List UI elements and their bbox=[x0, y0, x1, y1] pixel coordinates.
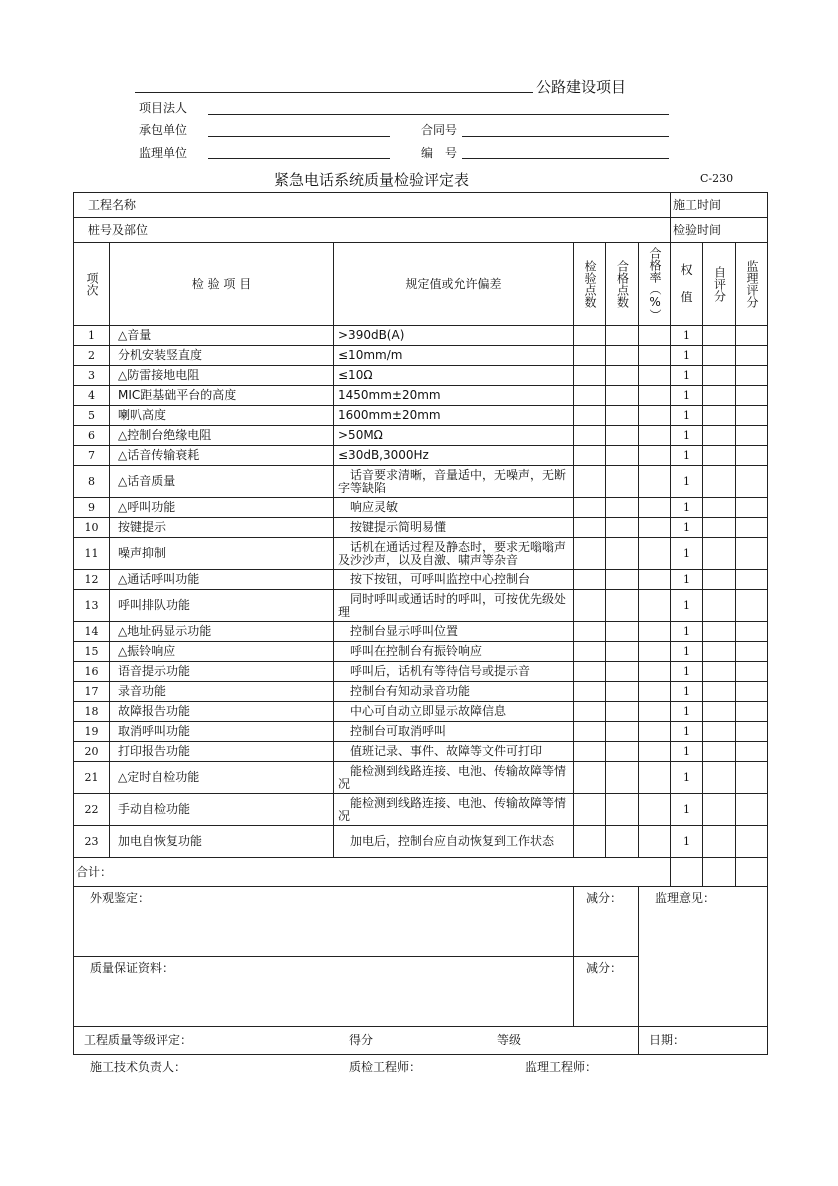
self-score-cell[interactable] bbox=[703, 702, 736, 722]
row-no: 15 bbox=[74, 642, 110, 662]
self-score-cell[interactable] bbox=[703, 386, 736, 406]
row-item: △话音质量 bbox=[110, 466, 334, 498]
row-no: 21 bbox=[74, 762, 110, 794]
self-score-cell[interactable] bbox=[703, 498, 736, 518]
self-score-cell[interactable] bbox=[703, 682, 736, 702]
row-spec: ≤10mm/m bbox=[334, 346, 574, 366]
self-score-cell[interactable] bbox=[703, 826, 736, 858]
supervisor-score-cell[interactable] bbox=[736, 826, 768, 858]
pass-rate-cell[interactable] bbox=[639, 570, 671, 590]
pass-rate-cell[interactable] bbox=[639, 426, 671, 446]
row-weight: 1 bbox=[671, 406, 703, 426]
checked-points-cell[interactable] bbox=[574, 762, 606, 794]
row-item: 喇叭高度 bbox=[110, 406, 334, 426]
supervising-engineer-signature: 监理工程师： bbox=[525, 1060, 598, 1074]
table-row bbox=[74, 346, 768, 366]
passed-points-cell[interactable] bbox=[606, 642, 639, 662]
row-spec: ≤30dB,3000Hz bbox=[334, 446, 574, 466]
pass-rate-cell[interactable] bbox=[639, 742, 671, 762]
passed-points-cell[interactable] bbox=[606, 406, 639, 426]
self-score-cell[interactable] bbox=[703, 794, 736, 826]
row-no: 6 bbox=[74, 426, 110, 446]
tech-lead-signature: 施工技术负责人： bbox=[90, 1060, 187, 1074]
pass-rate-cell[interactable] bbox=[639, 682, 671, 702]
row-item: △控制台绝缘电阻 bbox=[110, 426, 334, 446]
self-score-cell[interactable] bbox=[703, 538, 736, 570]
construction-time-label: 施工时间 bbox=[671, 193, 768, 218]
row-spec: 控制台显示呼叫位置 bbox=[334, 622, 574, 642]
row-weight: 1 bbox=[671, 794, 703, 826]
supervisor-score-cell[interactable] bbox=[736, 642, 768, 662]
contract-no-label: 合同号 bbox=[421, 123, 458, 137]
grade-eval-label: 工程质量等级评定： bbox=[84, 1033, 193, 1047]
col-supervisor-score: 监理评分 bbox=[745, 260, 760, 308]
grade-eval-row bbox=[74, 1027, 639, 1055]
table-row bbox=[74, 538, 768, 570]
supervisor-score-cell[interactable] bbox=[736, 518, 768, 538]
checked-points-cell[interactable] bbox=[574, 498, 606, 518]
row-weight: 1 bbox=[671, 498, 703, 518]
table-row bbox=[74, 662, 768, 682]
self-score-cell[interactable] bbox=[703, 742, 736, 762]
col-item: 检 验 项 目 bbox=[110, 243, 334, 326]
checked-points-cell[interactable] bbox=[574, 426, 606, 446]
row-weight: 1 bbox=[671, 466, 703, 498]
supervisor-score-cell[interactable] bbox=[736, 622, 768, 642]
table-row bbox=[74, 498, 768, 518]
passed-points-cell[interactable] bbox=[606, 518, 639, 538]
row-weight: 1 bbox=[671, 682, 703, 702]
checked-points-cell[interactable] bbox=[574, 794, 606, 826]
row-weight: 1 bbox=[671, 742, 703, 762]
legal-person-label: 项目法人 bbox=[139, 101, 188, 115]
row-no: 7 bbox=[74, 446, 110, 466]
row-spec: 响应灵敏 bbox=[334, 498, 574, 518]
row-spec: 控制台可取消呼叫 bbox=[334, 722, 574, 742]
supervisor-score-cell[interactable] bbox=[736, 682, 768, 702]
self-score-cell[interactable] bbox=[703, 590, 736, 622]
table-row bbox=[74, 590, 768, 622]
row-no: 20 bbox=[74, 742, 110, 762]
supervisor-opinion-label: 监理意见： bbox=[639, 887, 768, 1027]
self-score-cell[interactable] bbox=[703, 570, 736, 590]
table-row bbox=[74, 326, 768, 346]
col-weight-b: 值 bbox=[680, 290, 693, 304]
pass-rate-cell[interactable] bbox=[639, 326, 671, 346]
self-score-cell[interactable] bbox=[703, 426, 736, 446]
row-weight: 1 bbox=[671, 622, 703, 642]
checked-points-cell[interactable] bbox=[574, 518, 606, 538]
checked-points-cell[interactable] bbox=[574, 346, 606, 366]
table-row bbox=[74, 702, 768, 722]
row-item: 取消呼叫功能 bbox=[110, 722, 334, 742]
self-score-cell[interactable] bbox=[703, 366, 736, 386]
project-suffix: 公路建设项目 bbox=[536, 78, 627, 96]
row-no: 19 bbox=[74, 722, 110, 742]
row-weight: 1 bbox=[671, 570, 703, 590]
col-spec: 规定值或允许偏差 bbox=[334, 243, 574, 326]
row-item: △呼叫功能 bbox=[110, 498, 334, 518]
checked-points-cell[interactable] bbox=[574, 622, 606, 642]
row-item: △定时自检功能 bbox=[110, 762, 334, 794]
checked-points-cell[interactable] bbox=[574, 570, 606, 590]
table-row bbox=[74, 794, 768, 826]
supervisor-score-cell[interactable] bbox=[736, 366, 768, 386]
checked-points-cell[interactable] bbox=[574, 682, 606, 702]
form-code: C-230 bbox=[700, 172, 734, 185]
legal-person-field[interactable] bbox=[208, 114, 669, 115]
supervisor-score-cell[interactable] bbox=[736, 722, 768, 742]
contractor-field[interactable] bbox=[208, 136, 390, 137]
checked-points-cell[interactable] bbox=[574, 662, 606, 682]
row-spec: ≤10Ω bbox=[334, 366, 574, 386]
supervisor-score-cell[interactable] bbox=[736, 406, 768, 426]
inspection-time-label: 检验时间 bbox=[671, 218, 768, 243]
table-row bbox=[74, 826, 768, 858]
checked-points-cell[interactable] bbox=[574, 642, 606, 662]
supervisor-field[interactable] bbox=[208, 158, 390, 159]
pass-rate-cell[interactable] bbox=[639, 622, 671, 642]
pass-rate-cell[interactable] bbox=[639, 722, 671, 742]
passed-points-cell[interactable] bbox=[606, 794, 639, 826]
pass-rate-cell[interactable] bbox=[639, 518, 671, 538]
row-no: 14 bbox=[74, 622, 110, 642]
checked-points-cell[interactable] bbox=[574, 742, 606, 762]
row-no: 10 bbox=[74, 518, 110, 538]
pass-rate-cell[interactable] bbox=[639, 406, 671, 426]
self-score-cell[interactable] bbox=[703, 762, 736, 794]
passed-points-cell[interactable] bbox=[606, 682, 639, 702]
row-weight: 1 bbox=[671, 518, 703, 538]
total-label: 合计： bbox=[74, 858, 671, 887]
row-no: 9 bbox=[74, 498, 110, 518]
quality-docs-label: 质量保证资料： bbox=[74, 957, 574, 1027]
appearance-label: 外观鉴定： bbox=[74, 887, 574, 957]
contract-no-field[interactable] bbox=[462, 136, 669, 137]
contractor-label: 承包单位 bbox=[139, 123, 188, 137]
supervisor-label: 监理单位 bbox=[139, 146, 188, 160]
passed-points-cell[interactable] bbox=[606, 466, 639, 498]
table-row bbox=[74, 570, 768, 590]
row-weight: 1 bbox=[671, 326, 703, 346]
row-spec: 中心可自动立即显示故障信息 bbox=[334, 702, 574, 722]
inspection-table bbox=[73, 192, 768, 1055]
supervisor-score-cell[interactable] bbox=[736, 446, 768, 466]
row-no: 11 bbox=[74, 538, 110, 570]
row-item: △地址码显示功能 bbox=[110, 622, 334, 642]
row-spec: 呼叫后，话机有等待信号或提示音 bbox=[334, 662, 574, 682]
passed-points-cell[interactable] bbox=[606, 426, 639, 446]
col-no: 项次 bbox=[85, 272, 99, 296]
supervisor-score-cell[interactable] bbox=[736, 538, 768, 570]
passed-points-cell[interactable] bbox=[606, 446, 639, 466]
checked-points-cell[interactable] bbox=[574, 366, 606, 386]
row-spec: 控制台有知动录音功能 bbox=[334, 682, 574, 702]
checked-points-cell[interactable] bbox=[574, 326, 606, 346]
row-no: 13 bbox=[74, 590, 110, 622]
pass-rate-cell[interactable] bbox=[639, 590, 671, 622]
supervisor-score-cell[interactable] bbox=[736, 346, 768, 366]
pass-rate-cell[interactable] bbox=[639, 498, 671, 518]
col-checked: 检验点数 bbox=[583, 260, 597, 308]
pass-rate-cell[interactable] bbox=[639, 538, 671, 570]
supervisor-score-cell[interactable] bbox=[736, 702, 768, 722]
row-no: 16 bbox=[74, 662, 110, 682]
supervisor-score-cell[interactable] bbox=[736, 498, 768, 518]
table-row bbox=[74, 366, 768, 386]
self-score-cell[interactable] bbox=[703, 518, 736, 538]
checked-points-cell[interactable] bbox=[574, 446, 606, 466]
passed-points-cell[interactable] bbox=[606, 590, 639, 622]
row-no: 22 bbox=[74, 794, 110, 826]
passed-points-cell[interactable] bbox=[606, 742, 639, 762]
pass-rate-cell[interactable] bbox=[639, 662, 671, 682]
self-score-cell[interactable] bbox=[703, 346, 736, 366]
checked-points-cell[interactable] bbox=[574, 406, 606, 426]
form-title: 紧急电话系统质量检验评定表 bbox=[274, 171, 470, 189]
row-item: △防雷接地电阻 bbox=[110, 366, 334, 386]
supervisor-score-cell[interactable] bbox=[736, 590, 768, 622]
row-weight: 1 bbox=[671, 826, 703, 858]
serial-no-label: 编 号 bbox=[421, 146, 458, 160]
col-rate: 合格率（%） bbox=[648, 247, 663, 321]
row-spec: 1600mm±20mm bbox=[334, 406, 574, 426]
total-supervisor-cell[interactable] bbox=[736, 858, 768, 887]
row-no: 4 bbox=[74, 386, 110, 406]
supervisor-score-cell[interactable] bbox=[736, 662, 768, 682]
checked-points-cell[interactable] bbox=[574, 538, 606, 570]
row-item: 噪声抑制 bbox=[110, 538, 334, 570]
row-no: 18 bbox=[74, 702, 110, 722]
row-item: 故障报告功能 bbox=[110, 702, 334, 722]
row-no: 12 bbox=[74, 570, 110, 590]
row-item: 手动自检功能 bbox=[110, 794, 334, 826]
row-weight: 1 bbox=[671, 662, 703, 682]
row-weight: 1 bbox=[671, 386, 703, 406]
table-row bbox=[74, 722, 768, 742]
passed-points-cell[interactable] bbox=[606, 702, 639, 722]
row-spec: 值班记录、事件、故障等文件可打印 bbox=[334, 742, 574, 762]
row-spec: 1450mm±20mm bbox=[334, 386, 574, 406]
self-score-cell[interactable] bbox=[703, 446, 736, 466]
supervisor-score-cell[interactable] bbox=[736, 426, 768, 446]
row-spec: 加电后，控制台应自动恢复到工作状态 bbox=[334, 826, 574, 858]
col-self-score: 自评分 bbox=[712, 266, 727, 302]
row-weight: 1 bbox=[671, 538, 703, 570]
supervisor-score-cell[interactable] bbox=[736, 762, 768, 794]
total-weight-cell[interactable] bbox=[671, 858, 703, 887]
row-item: 按键提示 bbox=[110, 518, 334, 538]
supervisor-score-cell[interactable] bbox=[736, 466, 768, 498]
supervisor-score-cell[interactable] bbox=[736, 794, 768, 826]
passed-points-cell[interactable] bbox=[606, 622, 639, 642]
row-no: 1 bbox=[74, 326, 110, 346]
project-name-label: 工程名称 bbox=[74, 193, 671, 218]
pass-rate-cell[interactable] bbox=[639, 386, 671, 406]
row-spec: 能检测到线路连接、电池、传输故障等情况 bbox=[334, 762, 574, 794]
row-weight: 1 bbox=[671, 762, 703, 794]
self-score-cell[interactable] bbox=[703, 662, 736, 682]
row-item: 打印报告功能 bbox=[110, 742, 334, 762]
passed-points-cell[interactable] bbox=[606, 570, 639, 590]
row-no: 5 bbox=[74, 406, 110, 426]
row-item: △话音传输衰耗 bbox=[110, 446, 334, 466]
self-score-cell[interactable] bbox=[703, 466, 736, 498]
checked-points-cell[interactable] bbox=[574, 722, 606, 742]
passed-points-cell[interactable] bbox=[606, 346, 639, 366]
passed-points-cell[interactable] bbox=[606, 386, 639, 406]
table-row bbox=[74, 466, 768, 498]
self-score-cell[interactable] bbox=[703, 326, 736, 346]
row-no: 8 bbox=[74, 466, 110, 498]
checked-points-cell[interactable] bbox=[574, 466, 606, 498]
passed-points-cell[interactable] bbox=[606, 326, 639, 346]
col-passed: 合格点数 bbox=[615, 260, 630, 308]
checked-points-cell[interactable] bbox=[574, 590, 606, 622]
row-no: 2 bbox=[74, 346, 110, 366]
row-item: △振铃响应 bbox=[110, 642, 334, 662]
row-no: 3 bbox=[74, 366, 110, 386]
row-weight: 1 bbox=[671, 702, 703, 722]
row-spec: 呼叫在控制台有振铃响应 bbox=[334, 642, 574, 662]
row-item: 呼叫排队功能 bbox=[110, 590, 334, 622]
supervisor-score-cell[interactable] bbox=[736, 326, 768, 346]
table-row bbox=[74, 742, 768, 762]
row-item: 录音功能 bbox=[110, 682, 334, 702]
row-spec: 按下按钮，可呼叫监控中心控制台 bbox=[334, 570, 574, 590]
pass-rate-cell[interactable] bbox=[639, 826, 671, 858]
row-item: 分机安装竖直度 bbox=[110, 346, 334, 366]
table-row bbox=[74, 642, 768, 662]
table-row bbox=[74, 386, 768, 406]
serial-no-field[interactable] bbox=[462, 158, 669, 159]
score-label: 得分 bbox=[349, 1033, 374, 1047]
row-spec: >390dB(A) bbox=[334, 326, 574, 346]
supervisor-score-cell[interactable] bbox=[736, 742, 768, 762]
passed-points-cell[interactable] bbox=[606, 762, 639, 794]
passed-points-cell[interactable] bbox=[606, 722, 639, 742]
pass-rate-cell[interactable] bbox=[639, 642, 671, 662]
row-no: 23 bbox=[74, 826, 110, 858]
quality-docs-deduct-label: 减分： bbox=[574, 957, 639, 1027]
qc-engineer-signature: 质检工程师： bbox=[349, 1060, 422, 1074]
row-spec: 同时呼叫或通话时的呼叫，可按优先级处理 bbox=[334, 590, 574, 622]
row-item: △通话呼叫功能 bbox=[110, 570, 334, 590]
station-label: 桩号及部位 bbox=[74, 218, 671, 243]
passed-points-cell[interactable] bbox=[606, 498, 639, 518]
table-row bbox=[74, 682, 768, 702]
checked-points-cell[interactable] bbox=[574, 702, 606, 722]
row-item: 语音提示功能 bbox=[110, 662, 334, 682]
passed-points-cell[interactable] bbox=[606, 662, 639, 682]
supervisor-score-cell[interactable] bbox=[736, 386, 768, 406]
passed-points-cell[interactable] bbox=[606, 366, 639, 386]
table-row bbox=[74, 518, 768, 538]
passed-points-cell[interactable] bbox=[606, 826, 639, 858]
total-self-cell[interactable] bbox=[703, 858, 736, 887]
pass-rate-cell[interactable] bbox=[639, 346, 671, 366]
table-row bbox=[74, 762, 768, 794]
pass-rate-cell[interactable] bbox=[639, 466, 671, 498]
pass-rate-cell[interactable] bbox=[639, 366, 671, 386]
self-score-cell[interactable] bbox=[703, 722, 736, 742]
row-weight: 1 bbox=[671, 590, 703, 622]
pass-rate-cell[interactable] bbox=[639, 762, 671, 794]
row-spec: 话机在通话过程及静态时，要求无嗡嗡声及沙沙声，以及自激、啸声等杂音 bbox=[334, 538, 574, 570]
passed-points-cell[interactable] bbox=[606, 538, 639, 570]
row-item: MIC距基础平台的高度 bbox=[110, 386, 334, 406]
self-score-cell[interactable] bbox=[703, 406, 736, 426]
row-item: 加电自恢复功能 bbox=[110, 826, 334, 858]
self-score-cell[interactable] bbox=[703, 622, 736, 642]
pass-rate-cell[interactable] bbox=[639, 446, 671, 466]
table-row bbox=[74, 446, 768, 466]
project-name-line bbox=[135, 92, 533, 93]
date-label: 日期： bbox=[639, 1027, 768, 1055]
row-no: 17 bbox=[74, 682, 110, 702]
pass-rate-cell[interactable] bbox=[639, 702, 671, 722]
row-weight: 1 bbox=[671, 426, 703, 446]
grade-label: 等级 bbox=[497, 1033, 522, 1047]
row-spec: 按键提示简明易懂 bbox=[334, 518, 574, 538]
table-row bbox=[74, 406, 768, 426]
row-weight: 1 bbox=[671, 366, 703, 386]
col-weight-a: 权 bbox=[680, 263, 693, 277]
row-weight: 1 bbox=[671, 642, 703, 662]
row-item: △音量 bbox=[110, 326, 334, 346]
supervisor-score-cell[interactable] bbox=[736, 570, 768, 590]
checked-points-cell[interactable] bbox=[574, 826, 606, 858]
table-row bbox=[74, 426, 768, 446]
appearance-deduct-label: 减分： bbox=[574, 887, 639, 957]
self-score-cell[interactable] bbox=[703, 642, 736, 662]
pass-rate-cell[interactable] bbox=[639, 794, 671, 826]
table-row bbox=[74, 622, 768, 642]
row-weight: 1 bbox=[671, 446, 703, 466]
row-weight: 1 bbox=[671, 346, 703, 366]
row-spec: >50MΩ bbox=[334, 426, 574, 446]
row-spec: 话音要求清晰，音量适中，无噪声，无断字等缺陷 bbox=[334, 466, 574, 498]
row-weight: 1 bbox=[671, 722, 703, 742]
row-spec: 能检测到线路连接、电池、传输故障等情况 bbox=[334, 794, 574, 826]
checked-points-cell[interactable] bbox=[574, 386, 606, 406]
